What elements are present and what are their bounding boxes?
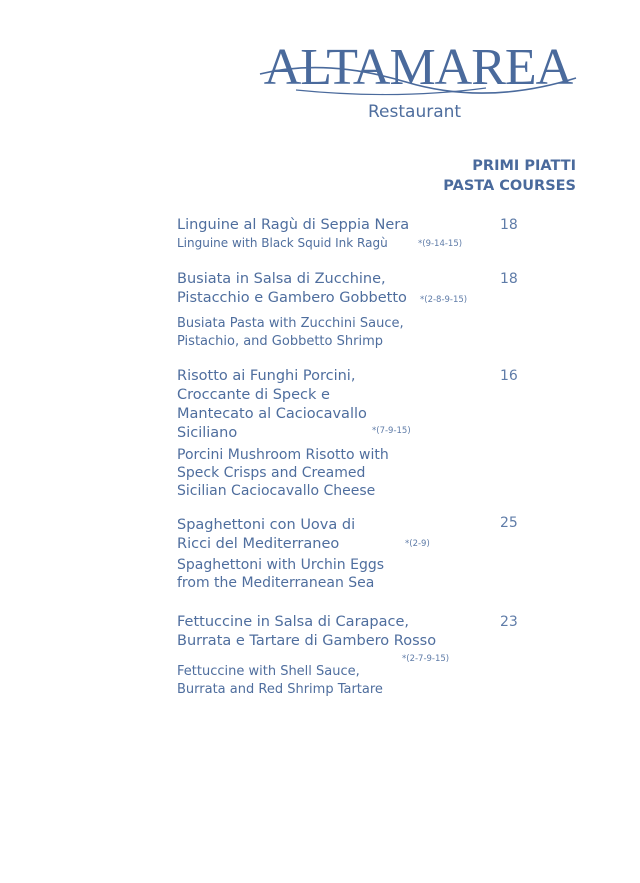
allergen-codes: *(2-8-9-15) [420,295,468,305]
menu-item-translation: Porcini Mushroom Risotto with Speck Crisps and Creamed Sicilian Caciocavallo Cheese [177,447,389,499]
menu-item-price: 16 [500,368,518,384]
section-heading [443,156,576,196]
menu-item-price: 23 [500,614,518,630]
menu-item-translation: Fettuccine with Shell Sauce, Burrata and Red Shrimp Tartare [177,664,383,697]
logo-wordmark: ALTAMAREA [263,39,573,96]
menu-item-name: Risotto ai Funghi Porcini, Croccante di Speck e Mantecato al Caciocavallo Siciliano [177,368,367,441]
menu-item-name: Linguine al Ragù di Seppia Nera [177,217,410,233]
menu-item-name: Busiata in Salsa di Zucchine, Pistacchio e Gambero Gobbetto [177,271,407,306]
section-title-italian: PRIMI PIATTI [472,158,576,174]
logo-subtitle: Restaurant [368,102,462,122]
menu-item-name: Spaghettoni con Uova di Ricci del Mediterraneo [177,517,356,552]
restaurant-logo [256,38,580,100]
menu-item-price: 18 [500,271,518,287]
menu-item-translation: Spaghettoni with Urchin Eggs from the Mediterranean Sea [177,557,385,591]
allergen-codes: *(2-7-9-15) [402,654,450,664]
menu-item-name: Fettuccine in Salsa di Carapace, Burrata e Tartare di Gambero Rosso [177,614,437,649]
menu-item-price: 25 [500,515,518,531]
menu-item-price: 18 [500,217,518,233]
menu-item-translation: Linguine with Black Squid Ink Ragù [177,236,388,250]
section-title-english: PASTA COURSES [443,178,576,194]
allergen-codes: *(7-9-15) [372,426,411,436]
menu-item-translation: Busiata Pasta with Zucchini Sauce, Pistachio, and Gobbetto Shrimp [177,316,404,349]
allergen-codes: *(2-9) [405,539,430,549]
allergen-codes: *(9-14-15) [418,239,463,249]
